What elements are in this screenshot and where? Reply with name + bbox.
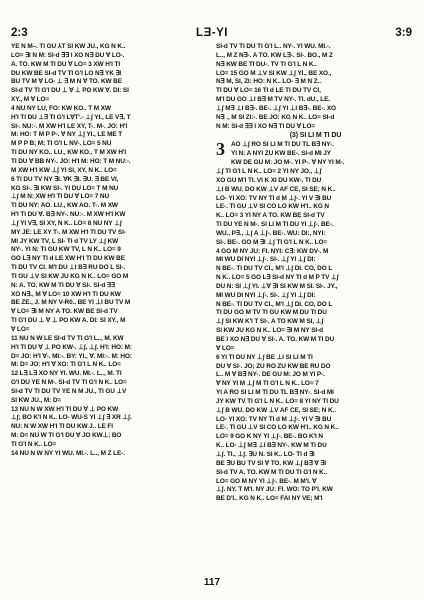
text-line: MI JY KW TV, L SI- TI d TV LY ⊥ʃ KW xyxy=(11,237,119,245)
text-line: H'I TI DU ∀. B∃ NY-. NU:-. M XW H'I KW xyxy=(11,211,126,219)
text-line: LO= ∃I N M: SI-d ∃∃ I XO N∃ DU ∀ LO-. xyxy=(11,51,125,59)
book-title: LƎ-YI xyxy=(196,27,228,39)
text-line: 13 NU N W XW H'I TI DU ∀ ⊥ PO KW xyxy=(11,405,119,413)
text-line: NY-. YI N: TI GU KW TV, L N K.. LO= 9 xyxy=(11,246,121,254)
text-line: SI-. BE-. GO M ∃I ⊥ʃ TI G'I L N K.. LO= xyxy=(216,238,328,246)
chapter-opening xyxy=(216,141,415,168)
text-line: K.. LO- ⊥ʃ M∃ ⊥I B∃ NY-. KW M TI DU xyxy=(216,442,327,450)
chapter-verse-start: 2:3 xyxy=(11,27,28,39)
text-line: BE D'I.. KG N K.. LO= FAI NY VE; M'I xyxy=(216,495,323,503)
text-line: NU: N W XW H'I TI DU KW J.. LE FI xyxy=(11,423,113,431)
text-line: 14 NU N W NY YI WU. MI.-. L.., M Z LE-. xyxy=(11,449,125,457)
text-line: BU TV M ∀ LO- ⊥ ∃ M N ∀ TO. KW BE xyxy=(11,78,122,86)
text-line: M: D= NU W TI G'I DU ∀ JO KW⊥; BO xyxy=(11,432,122,440)
text-line: M XW H'I KW ⊥ʃ YI SI, XY, N K.. LO= xyxy=(11,166,117,174)
text-line: ∀ LO= ∃I M NY A TO. KW BE SI-d TV xyxy=(11,308,118,316)
text-line: SI-d TV TI DU TV YE N M JU., TI GU ⊥V xyxy=(11,387,127,395)
text-line: LO= GO M NY YI ⊥ʃ-. BE-. M M'I. ∀ xyxy=(216,477,317,485)
text-line: N∃ KW BE TI DU-. TV TI G'I L N K.. xyxy=(216,60,317,68)
text-line: XY., M ∀ LO= xyxy=(11,96,50,104)
text-line: MI WU DI NYI ⊥ʃ-. SI-. ⊥ʃ YI ⊥ʃ DI: xyxy=(216,291,316,299)
text-line: SI-. NU:-. M XW H'I LE XY, T-. M-. JO: H'I xyxy=(11,122,128,130)
text-line: ⊥ʃ. NY. T M'I. NY JU: FI. WO: TO P'I. KW xyxy=(216,486,333,494)
text-line: DU ∀ SI-. JO; ZU RO ZU KW BE RU DO xyxy=(216,362,331,370)
text-line: LO- YI XO: TV NY TI d M ⊥ʃ-. YI V ∃I BU xyxy=(216,194,332,202)
text-line: TI DU NY: AO. LU., KW AO. T-. M XW xyxy=(11,202,118,210)
text-line: LO= 15 GO M ⊥V SI KW ⊥ʃ YI., BE XO., xyxy=(216,69,332,77)
text-line: K.. LO= 3 YI NY A TO. KW BE SI-d TV xyxy=(216,212,325,220)
text-line: H'I TI DU ∀ ⊥ PO KW-. ⊥ʃ, ⊥ʃ. H'I: HO: M: xyxy=(11,343,132,351)
text-line: BE I XO N∃ DU ∀ SI-. A. TO. KW M TI DU xyxy=(216,336,335,343)
text-line: D= JO: H'I ∀-. MI:-. BY: YI., ∀. MI:-. M: HO: xyxy=(11,352,132,360)
text-line: TI DU ∀ LO= 16 TI d LE TI DU TV CI, xyxy=(216,87,321,95)
text-line: ⊥ʃ B WU. DO KW ⊥V AF CE, SI SE; N K.. xyxy=(216,406,336,414)
text-line: TI DU NY KO.. LU., KW KO.. T M XW H'I xyxy=(11,149,127,157)
section-heading: (3) SI LI M TI DU xyxy=(289,132,342,140)
text-line: DU KW BE SI-d TV TI G'I LO N∃ YK ∃I xyxy=(11,69,122,77)
text-line: YI N: A NYI ZU KW BE-. SI-d MI JY xyxy=(231,150,331,158)
text-line: 12 L∃ L∃ XO NY YI. WU. MI.-. L.., M. TI xyxy=(11,370,122,378)
text-line: DU N: SI ⊥ʃ YI. ⊥∀ ∃I SI KW M SI. SI-. JY., xyxy=(216,282,338,290)
text-line: TI DU GO M TV TI GU KW M DU TI DU xyxy=(216,309,327,317)
right-column-top-text xyxy=(216,43,415,131)
text-line: N∃ M, SI, ZI: HO: N K.. LO- ∃ M N Z.. xyxy=(216,78,321,86)
text-line: KG SI-. ∃I KW SI-. YI DU LO= T M NU xyxy=(11,184,119,192)
text-line: ⊥ʃ M∃ ⊥I B∃-. BE-. ⊥ʃ YI ⊥I B∃-. BE-. XO xyxy=(216,104,336,112)
text-line: TI DU TV CI. M'I DU ⊥I B∃ RU DO L SI-. xyxy=(11,264,126,272)
text-line: ⊥ʃ TI G'I L N K.. LO= 2 YI NY JO., ⊥ʃ xyxy=(216,167,322,175)
text-line: LO= 9 GO K NY YI ⊥ʃ-. BE-. BO K'I N xyxy=(216,433,323,441)
text-line: YE N M–. TI GU ⅄T SI KW JU., KG N K.. xyxy=(11,43,126,50)
text-line: LE-. TI GU ⊥V SI CO LO KW H'I.. KG N K.. xyxy=(216,424,339,432)
text-line: N M: SI-d ∃∃ I XO N∃ TI DU ∀ LO= xyxy=(216,122,316,130)
text-line: SI KW JU., M: D= xyxy=(11,396,62,404)
text-line: A. TO. KW M TI DU ∀ LO= 3 XW H'I TI xyxy=(11,60,121,68)
text-line: N: A. TO. KW M TI DU ∀ SI-. SI-d ∃∃ xyxy=(11,281,115,289)
text-line: M: HO: T M P P-. ∀ NY ⊥ʃ YI., LE ME T xyxy=(11,131,123,139)
text-line: N BE-. TI DU TV CI., M'I ⊥ʃ DI. CO, DO L xyxy=(216,300,333,308)
chapter-verse-end: 3:9 xyxy=(395,27,412,39)
text-line: ⊥I B WU. DO KW ⊥V AF CE, SI SE; N K.. xyxy=(216,185,336,193)
text-line: MY JE: LE XY T-. M XW H'I TI DU TV SI- xyxy=(11,228,126,236)
text-line: AO ⊥ʃ RO SI LI M TI DU TL B∃ NY-. xyxy=(231,141,334,149)
text-line: LO- YI XO: TV NY TI d M ⊥ʃ-. YI V ∃I BU xyxy=(216,415,332,423)
text-line: BE ZE., J. M NY V-R0.. BE YI ⊥I BU TV M xyxy=(11,299,131,307)
text-line: L.., M Z N∃-. A TO. KW L∃-. SI-. BO., M Z xyxy=(216,51,333,59)
chapter-dropcap: 3 xyxy=(216,139,225,160)
text-line: TI DU YE N M-. SI LI M TI DU YI ⊥ʃ-. BE-. xyxy=(216,221,334,229)
text-line: LE-. TI GU ⊥V SI CO LO KW H'I.. KG N xyxy=(216,203,329,211)
text-line: M: D= JO: H'I ∀ XO: TI G'I L N K.. LO= xyxy=(11,361,121,369)
text-line: KW DE GU M: JO M-. YI P-. ∀ NY YI M-. xyxy=(231,159,345,167)
text-line: G'I DU YE N M-. SI-d TV TI G'I N K.. LO= xyxy=(11,379,127,387)
text-line: H'I TI DU ⊥∃ TI G'I L∀T'.- ⊥ʃ YI., LE V∃, T xyxy=(11,113,131,121)
text-line: TI G'I N K.. LO= xyxy=(11,440,57,448)
text-line: TI G'I DU ⊥ ∀ ⊥ PO KW A. DI: SI XY., M xyxy=(11,317,126,325)
text-line: TI GU ⊥V SI KW JU KG N K.. LO= GO M xyxy=(11,272,129,280)
text-line: 4 GO M NY JU: FI. NYI: C∃: KW DV-. M xyxy=(216,247,329,255)
text-line: SI-d TV TI DU TI G'I L.. NY-. YI WU. MI.-. xyxy=(216,43,331,50)
left-text-column xyxy=(11,43,210,459)
text-line: JY KW TV TI G'I L N K.. LO= 8 YI NY TI DU xyxy=(216,397,339,405)
text-line: L.. M ∀ B∃ NY-. DE GU M: JO M YI P-. xyxy=(216,371,325,379)
text-line: ⊥ʃ M N: XW H'I TI DU ∀ LO= 7 NU xyxy=(11,193,110,201)
text-line: SI KW JU KG N K.. LO= ∃I M NY SI-d xyxy=(216,327,323,335)
text-line: 4 NU NY LU, FO: KW KO.. T M XW xyxy=(11,104,111,112)
text-line: ⊥ʃ SI KW K'I T SI-. A TO KW M SI, ⊥ʃ xyxy=(216,318,324,326)
text-line: MI WU DI NYI ⊥ʃ-. SI-. ⊥ʃ YI ⊥ʃ DI: xyxy=(216,256,316,264)
right-column-bottom-text xyxy=(216,168,415,504)
text-line: WU., P∃., ⊥ʃ A ⊥ʃ-. BE-. WU: DI:, NYI: xyxy=(216,229,326,237)
text-line: 11 NU N W LE SI-d TV TI G'I L.., M. KW xyxy=(11,334,124,342)
text-line: BE ∃U BU TV SI ∀ TO. KW ⊥ʃ B∃ ∀ ∃I xyxy=(216,459,327,467)
text-line: ∀ LO= xyxy=(216,344,235,352)
text-line: M P P B; M; TI G'I L NV-. LO= 5 NU xyxy=(11,140,112,148)
text-line: ⊥ʃ; BO K'I N K.. LO- WU-S YI ⊥ʃ ∃ XR ⊥ʃ. xyxy=(11,414,132,422)
text-line: ⊥ʃ. TI., ⊥ʃ. ∃U N. SI K.. LO- TI d ∃I xyxy=(216,450,315,458)
text-line: GO L∃ NY TI d LE XW H'I TI DU KW BE xyxy=(11,255,125,263)
text-line: M'I DU GO ⊥I B∃ M TV NY-. TI. dU., LE. xyxy=(216,96,330,104)
text-line: TI DU ∀ BB NY-. JO: H'I M: HO: T M NU:-. xyxy=(11,157,131,165)
text-line: 6 TI DU TV NY ∃I. ∀K ∃I. ∃U. ∃ BE VI, xyxy=(11,175,119,183)
text-line: YI A RO SI LI M TI DU TL B∃ NY-. SI-d MI xyxy=(216,389,334,397)
text-line: ⊥ʃ YI V∃, SI XY, N K.. LO= 8 NU NY ⊥ʃ xyxy=(11,219,122,227)
text-line: SI-d TV TI G'I DU ⊥ ∀ ⊥ PO KW ∀. DI: SI xyxy=(11,87,129,95)
text-line: ∀ LO= xyxy=(11,326,30,333)
dropcap-lines xyxy=(216,141,415,168)
text-line: ∀ NY YI M ⊥ʃ M TI G'I L N K.. LO= 7 xyxy=(216,380,319,388)
right-text-column xyxy=(216,43,415,504)
text-line: 6 YI TI DU NY ⊥ʃ BE ⊥I SI LI M TI xyxy=(216,353,313,361)
text-line: XO GU M'I TI. VI K XI DU KW-. TI DU xyxy=(216,176,322,184)
text-line: SI-d TV A. TO. KW M TI DU TI G'I N K.. xyxy=(216,468,328,476)
text-line: N K.. LO= 5 GO L∃ SI-d NY TI d M P TV ⊥ʃ xyxy=(216,274,339,282)
page-number: 117 xyxy=(203,577,221,588)
text-line: XO N∃., M ∀ LO= 10 XW H'I TI DU KW xyxy=(11,290,121,298)
text-line: N BE-. TI DU TV CI., M'I ⊥ʃ DI. CO, DO L xyxy=(216,265,333,273)
text-line: N∃ ., M SI ZI:-. BE JO: KG N K.. LO= SI-d xyxy=(216,113,335,121)
